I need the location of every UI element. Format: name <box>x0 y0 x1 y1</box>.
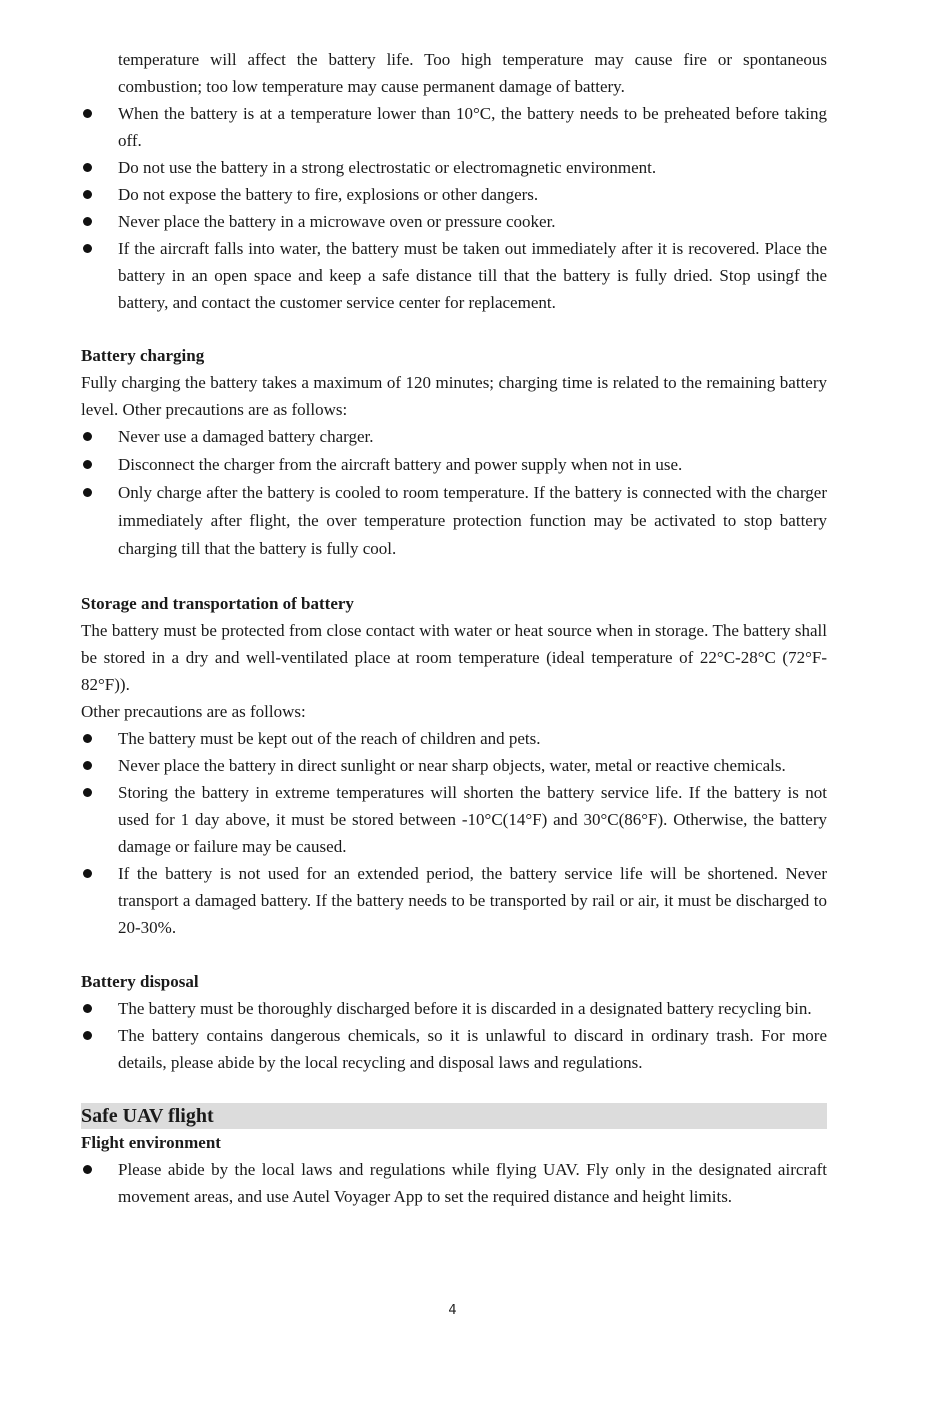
bullet-icon <box>83 1004 92 1013</box>
document-page <box>81 46 827 1210</box>
list-item <box>81 752 827 779</box>
heading-storage-transportation: Storage and transportation of battery <box>81 594 354 613</box>
storage-paragraph: The battery must be protected from close contact with water or heat source when in storage. The battery shall be stored in a dry and well-ventilated place at room temperature (ideal temperature of 22°C-28°C (72°F- 82°F)). <box>81 621 827 694</box>
storage-precautions-intro: Other precautions are as follows: <box>81 702 306 721</box>
list-item-text: Never place the battery in direct sunlight or near sharp objects, water, metal or reactive chemicals. <box>118 756 786 775</box>
list-item-text: Only charge after the battery is cooled to room temperature. If the battery is connected with the charger immediately after flight, the over temperature protection function may be activated to stop battery charging till that the battery is fully cool. <box>118 483 827 558</box>
heading-battery-disposal: Battery disposal <box>81 972 199 991</box>
list-item-text: When the battery is at a temperature lower than 10°C, the battery needs to be preheated before taking off. <box>118 104 827 150</box>
list-item <box>81 1022 827 1076</box>
bullet-icon <box>83 190 92 199</box>
list-item-text: If the aircraft falls into water, the battery must be taken out immediately after it is recovered. Place the battery in an open space and keep a safe distance till that the battery is fully dried. Stop usingf the battery, and contact the customer service center for replacement. <box>118 239 827 312</box>
charging-bullet-list <box>81 423 827 563</box>
bullet-icon <box>83 460 92 469</box>
bullet-icon <box>83 432 92 441</box>
list-item <box>81 423 827 451</box>
bullet-icon <box>83 109 92 118</box>
bullet-icon <box>83 761 92 770</box>
section-title-safe-uav-flight: Safe UAV flight <box>81 1103 827 1129</box>
list-item-text: Do not use the battery in a strong electrostatic or electromagnetic environment. <box>118 158 657 177</box>
page-number: 4 <box>448 1303 457 1318</box>
list-item <box>81 725 827 752</box>
spacer <box>81 941 827 968</box>
list-item <box>81 1156 827 1210</box>
continuation-text: temperature will affect the battery life. Too high temperature may cause fire or spontaneous combustion; too low temperature may cause permanent damage of battery. <box>118 50 827 96</box>
bullet-icon <box>83 244 92 253</box>
list-item-text: The battery contains dangerous chemicals, so it is unlawful to discard in ordinary trash. For more details, please abide by the local recycling and disposal laws and regulations. <box>118 1026 827 1072</box>
list-item <box>81 995 827 1022</box>
charging-paragraph: Fully charging the battery takes a maximum of 120 minutes; charging time is related to the remaining battery level. Other precautions are as follows: <box>81 373 827 419</box>
list-item <box>81 479 827 563</box>
spacer <box>81 1076 827 1103</box>
bullet-icon <box>83 734 92 743</box>
bullet-icon <box>83 869 92 878</box>
bullet-icon <box>83 163 92 172</box>
heading-flight-environment: Flight environment <box>81 1133 221 1152</box>
list-item <box>81 100 827 154</box>
list-item-text: If the battery is not used for an extended period, the battery service life will be shortened. Never transport a damaged battery. If the battery needs to be transported by rail or air, it must be discharged to 20-30%. <box>118 864 827 937</box>
bullet-icon <box>83 217 92 226</box>
list-item-text: Do not expose the battery to fire, explosions or other dangers. <box>118 185 539 204</box>
list-item <box>81 860 827 941</box>
list-item-text: Never use a damaged battery charger. <box>118 427 374 446</box>
bullet-icon <box>83 1165 92 1174</box>
spacer <box>81 563 827 590</box>
storage-bullet-list <box>81 725 827 941</box>
list-item-text: Disconnect the charger from the aircraft battery and power supply when not in use. <box>118 455 683 474</box>
list-item-text: Storing the battery in extreme temperatures will shorten the battery service life. If the battery is not used for 1 day above, it must be stored between -10°C(14°F) and 30°C(86°F). Otherwise, the battery damage or failure may be caused. <box>118 783 827 856</box>
disposal-bullet-list <box>81 995 827 1076</box>
list-item-text: Never place the battery in a microwave oven or pressure cooker. <box>118 212 556 231</box>
flight-bullet-list <box>81 1156 827 1210</box>
bullet-icon <box>83 788 92 797</box>
bullet-icon <box>83 1031 92 1040</box>
list-item <box>81 451 827 479</box>
heading-battery-charging: Battery charging <box>81 346 205 365</box>
list-item-text: The battery must be thoroughly discharged before it is discarded in a designated battery recycling bin. <box>118 999 812 1018</box>
list-item <box>81 208 827 235</box>
intro-bullet-list <box>81 100 827 316</box>
list-item <box>81 779 827 860</box>
list-item <box>81 235 827 316</box>
spacer <box>81 316 827 342</box>
list-item <box>81 181 827 208</box>
list-item <box>81 154 827 181</box>
bullet-icon <box>83 488 92 497</box>
list-item-text: Please abide by the local laws and regulations while flying UAV. Fly only in the designated aircraft movement areas, and use Autel Voyager App to set the required distance and height limits. <box>118 1160 827 1206</box>
list-item-text: The battery must be kept out of the reach of children and pets. <box>118 729 541 748</box>
